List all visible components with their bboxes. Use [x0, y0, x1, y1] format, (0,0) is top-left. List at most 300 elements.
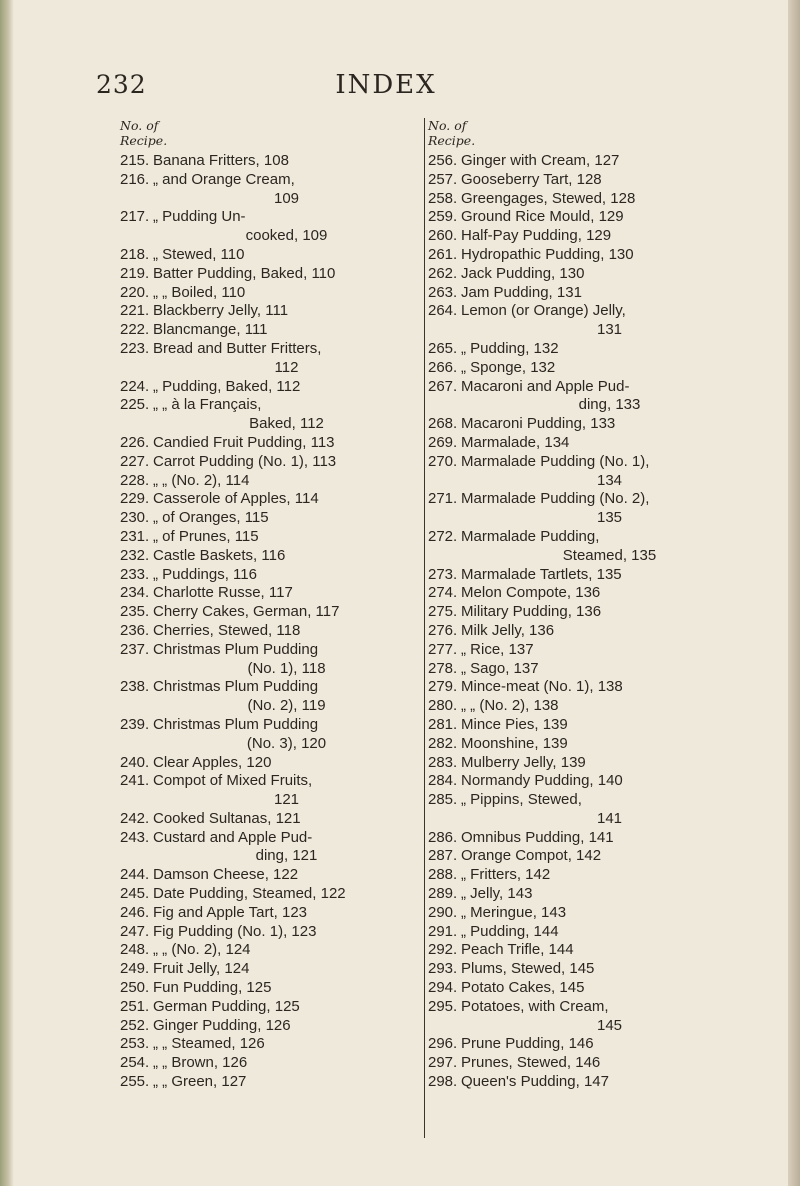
recipe-number: 240.	[120, 753, 150, 771]
recipe-number: 228.	[120, 471, 150, 489]
recipe-number: 283.	[428, 753, 458, 771]
index-entry	[120, 603, 420, 622]
recipe-number: 295.	[428, 997, 458, 1015]
recipe-title-line: Macaroni Pudding, 133	[461, 415, 616, 433]
recipe-number: 222.	[120, 321, 150, 339]
recipe-number: 286.	[428, 828, 458, 846]
recipe-title-line: Christmas Plum Pudding	[153, 640, 319, 658]
recipe-title-line: Ground Rice Mould, 129	[461, 208, 624, 226]
recipe-number: 217.	[120, 208, 150, 226]
index-entry	[428, 960, 758, 979]
recipe-entry-text	[153, 171, 420, 209]
recipe-entry-text	[153, 866, 420, 885]
recipe-entry-text	[461, 152, 758, 171]
index-entry	[120, 208, 420, 246]
index-entry	[428, 716, 758, 735]
recipe-entry-text	[461, 754, 758, 773]
index-entry	[428, 584, 758, 603]
recipe-entry-text	[153, 396, 420, 434]
index-entry	[428, 885, 758, 904]
index-entry	[428, 378, 758, 416]
index-entry	[428, 227, 758, 246]
recipe-entry-text	[153, 152, 420, 171]
recipe-number: 233.	[120, 565, 150, 583]
recipe-entry-text	[461, 528, 758, 566]
recipe-entry-text	[153, 810, 420, 829]
index-list-left	[120, 152, 420, 1092]
column-heading-line2: Recipe.	[428, 133, 476, 148]
recipe-entry-text	[461, 847, 758, 866]
index-entry	[120, 566, 420, 585]
recipe-entry-text	[153, 941, 420, 960]
recipe-title-line: Mince-meat (No. 1), 138	[461, 678, 623, 696]
recipe-entry-text	[153, 772, 420, 810]
recipe-entry-text	[461, 190, 758, 209]
recipe-number: 289.	[428, 885, 458, 903]
recipe-title-line: Normandy Pudding, 140	[461, 772, 623, 790]
recipe-number: 248.	[120, 941, 150, 959]
index-entry	[120, 340, 420, 378]
recipe-title-line: Moonshine, 139	[461, 734, 568, 752]
recipe-entry-text	[153, 547, 420, 566]
index-entry	[428, 566, 758, 585]
recipe-entry-text	[153, 340, 420, 378]
recipe-number: 235.	[120, 603, 150, 621]
recipe-entry-text	[153, 829, 420, 867]
recipe-number: 274.	[428, 584, 458, 602]
index-entry	[120, 547, 420, 566]
recipe-number: 257.	[428, 170, 458, 188]
recipe-entry-text	[461, 1054, 758, 1073]
recipe-title-line: Jack Pudding, 130	[461, 264, 585, 282]
column-heading-line1: No. of	[120, 118, 159, 133]
recipe-entry-text	[153, 960, 420, 979]
recipe-title-line: Custard and Apple Pud-	[153, 828, 313, 846]
recipe-entry-text	[461, 660, 758, 679]
recipe-entry-text	[153, 603, 420, 622]
recipe-number: 244.	[120, 866, 150, 884]
recipe-number: 255.	[120, 1073, 150, 1091]
recipe-continuation-line: 141	[596, 809, 623, 827]
recipe-entry-text	[461, 490, 758, 528]
recipe-number: 275.	[428, 603, 458, 621]
recipe-number: 281.	[428, 715, 458, 733]
recipe-continuation-line: 131	[596, 321, 623, 339]
index-entry	[120, 810, 420, 829]
column-heading-left	[120, 118, 420, 152]
recipe-title-line: Omnibus Pudding, 141	[461, 828, 614, 846]
recipe-title-line: „ „ (No. 2), 114	[153, 471, 250, 489]
recipe-entry-text	[153, 622, 420, 641]
recipe-entry-text	[153, 998, 420, 1017]
recipe-number: 254.	[120, 1054, 150, 1072]
recipe-title-line: „ „ (No. 2), 138	[461, 697, 559, 715]
index-entry	[428, 246, 758, 265]
index-entry	[428, 866, 758, 885]
index-entry	[428, 359, 758, 378]
recipe-entry-text	[461, 566, 758, 585]
recipe-title-line: Date Pudding, Steamed, 122	[153, 885, 346, 903]
recipe-title-line: Fun Pudding, 125	[153, 979, 272, 997]
recipe-number: 219.	[120, 264, 150, 282]
recipe-entry-text	[461, 171, 758, 190]
index-entry	[120, 302, 420, 321]
recipe-title-line: „ of Prunes, 115	[153, 527, 259, 545]
recipe-title-line: Potatoes, with Cream,	[461, 997, 609, 1015]
recipe-number: 220.	[120, 283, 150, 301]
recipe-title-line: Compot of Mixed Fruits,	[153, 772, 313, 790]
recipe-number: 284.	[428, 772, 458, 790]
recipe-number: 223.	[120, 339, 150, 357]
recipe-entry-text	[461, 622, 758, 641]
recipe-continuation-line: ding, 121	[255, 847, 318, 865]
index-entry	[428, 979, 758, 998]
recipe-entry-text	[153, 265, 420, 284]
recipe-entry-text	[461, 791, 758, 829]
index-entry	[120, 171, 420, 209]
recipe-number: 229.	[120, 490, 150, 508]
column-heading-right	[428, 118, 758, 152]
recipe-title-line: Fruit Jelly, 124	[153, 960, 250, 978]
recipe-number: 239.	[120, 715, 150, 733]
index-entry	[120, 584, 420, 603]
recipe-number: 293.	[428, 960, 458, 978]
index-entry	[120, 941, 420, 960]
recipe-title-line: „ „ Green, 127	[153, 1073, 247, 1091]
recipe-title-line: „ Pudding, Baked, 112	[153, 377, 301, 395]
recipe-entry-text	[461, 829, 758, 848]
recipe-title-line: „ „ Brown, 126	[153, 1054, 248, 1072]
recipe-number: 230.	[120, 509, 150, 527]
index-entry	[120, 904, 420, 923]
recipe-entry-text	[153, 378, 420, 397]
index-entry	[120, 1035, 420, 1054]
index-entry	[120, 678, 420, 716]
recipe-title-line: Prunes, Stewed, 146	[461, 1054, 601, 1072]
index-entry	[120, 509, 420, 528]
recipe-entry-text	[153, 904, 420, 923]
recipe-number: 264.	[428, 302, 458, 320]
recipe-entry-text	[461, 941, 758, 960]
recipe-entry-text	[461, 208, 758, 227]
index-entry	[428, 190, 758, 209]
index-entry	[120, 246, 420, 265]
recipe-entry-text	[461, 998, 758, 1036]
recipe-entry-text	[461, 904, 758, 923]
recipe-number: 242.	[120, 809, 150, 827]
recipe-title-line: Christmas Plum Pudding	[153, 678, 319, 696]
recipe-entry-text	[461, 923, 758, 942]
recipe-number: 279.	[428, 678, 458, 696]
recipe-title-line: Potato Cakes, 145	[461, 979, 585, 997]
recipe-entry-text	[153, 208, 420, 246]
index-entry	[428, 603, 758, 622]
recipe-title-line: „ Pudding, 144	[461, 922, 559, 940]
index-entry	[428, 998, 758, 1036]
index-entry	[120, 396, 420, 434]
recipe-entry-text	[461, 246, 758, 265]
recipe-entry-text	[153, 1073, 420, 1092]
recipe-entry-text	[461, 603, 758, 622]
index-entry	[120, 490, 420, 509]
recipe-number: 236.	[120, 621, 150, 639]
recipe-title-line: Orange Compot, 142	[461, 847, 602, 865]
index-entry	[428, 171, 758, 190]
index-entry	[428, 265, 758, 284]
recipe-continuation-line: (No. 2), 119	[247, 697, 326, 715]
recipe-number: 218.	[120, 245, 150, 263]
index-entry	[120, 1054, 420, 1073]
recipe-continuation-line: cooked, 109	[245, 227, 328, 245]
recipe-number: 227.	[120, 452, 150, 470]
index-entry	[428, 528, 758, 566]
index-entry	[120, 453, 420, 472]
recipe-entry-text	[461, 453, 758, 491]
recipe-number: 292.	[428, 941, 458, 959]
index-entry	[120, 960, 420, 979]
index-entry	[120, 265, 420, 284]
index-entry	[428, 829, 758, 848]
recipe-title-line: „ „ (No. 2), 124	[153, 941, 251, 959]
recipe-title-line: Blancmange, 111	[153, 321, 268, 339]
recipe-title-line: German Pudding, 125	[153, 997, 300, 1015]
recipe-number: 238.	[120, 678, 150, 696]
recipe-number: 266.	[428, 358, 458, 376]
index-entry	[120, 434, 420, 453]
recipe-number: 288.	[428, 866, 458, 884]
index-entry	[428, 697, 758, 716]
recipe-number: 258.	[428, 189, 458, 207]
recipe-number: 297.	[428, 1054, 458, 1072]
recipe-number: 237.	[120, 640, 150, 658]
recipe-title-line: Melon Compote, 136	[461, 584, 601, 602]
recipe-number: 241.	[120, 772, 150, 790]
recipe-number: 262.	[428, 264, 458, 282]
recipe-entry-text	[461, 1035, 758, 1054]
index-entry	[428, 152, 758, 171]
recipe-entry-text	[153, 716, 420, 754]
recipe-title-line: Charlotte Russe, 117	[153, 584, 293, 602]
page-header	[96, 70, 676, 110]
recipe-entry-text	[461, 866, 758, 885]
recipe-continuation-line: (No. 3), 120	[246, 734, 327, 752]
recipe-number: 294.	[428, 979, 458, 997]
recipe-continuation-line: 109	[273, 189, 300, 207]
recipe-title-line: Damson Cheese, 122	[153, 866, 299, 884]
recipe-title-line: Mulberry Jelly, 139	[461, 753, 586, 771]
recipe-continuation-line: Baked, 112	[249, 415, 324, 433]
column-heading-line1: No. of	[428, 118, 467, 133]
index-entry	[428, 791, 758, 829]
index-entry	[428, 678, 758, 697]
recipe-title-line: Fig Pudding (No. 1), 123	[153, 922, 317, 940]
recipe-title-line: Cherries, Stewed, 118	[153, 621, 301, 639]
recipe-entry-text	[153, 472, 420, 491]
index-entry	[120, 378, 420, 397]
index-entry	[428, 208, 758, 227]
index-entry	[428, 735, 758, 754]
recipe-entry-text	[153, 509, 420, 528]
index-entry	[120, 528, 420, 547]
index-entry	[120, 866, 420, 885]
recipe-title-line: Clear Apples, 120	[153, 753, 272, 771]
recipe-entry-text	[153, 885, 420, 904]
recipe-number: 273.	[428, 565, 458, 583]
index-entry	[428, 660, 758, 679]
recipe-entry-text	[461, 359, 758, 378]
recipe-number: 291.	[428, 922, 458, 940]
recipe-number: 243.	[120, 828, 150, 846]
recipe-title-line: Jam Pudding, 131	[461, 283, 582, 301]
recipe-number: 221.	[120, 302, 150, 320]
index-entry	[428, 754, 758, 773]
page-title: INDEX	[335, 70, 437, 100]
recipe-title-line: Carrot Pudding (No. 1), 113	[153, 452, 337, 470]
recipe-number: 253.	[120, 1035, 150, 1053]
recipe-title-line: Peach Trifle, 144	[461, 941, 574, 959]
recipe-continuation-line: 145	[596, 1016, 623, 1034]
recipe-number: 276.	[428, 621, 458, 639]
recipe-entry-text	[153, 434, 420, 453]
recipe-title-line: Mince Pies, 139	[461, 715, 568, 733]
recipe-entry-text	[153, 754, 420, 773]
recipe-entry-text	[153, 453, 420, 472]
recipe-title-line: Bread and Butter Fritters,	[153, 339, 322, 357]
index-entry	[428, 415, 758, 434]
recipe-entry-text	[461, 378, 758, 416]
recipe-entry-text	[153, 1035, 420, 1054]
recipe-number: 247.	[120, 922, 150, 940]
index-entry	[120, 772, 420, 810]
index-entry	[428, 904, 758, 923]
recipe-entry-text	[153, 490, 420, 509]
recipe-entry-text	[461, 415, 758, 434]
index-entry	[120, 152, 420, 171]
index-entry	[120, 716, 420, 754]
recipe-entry-text	[153, 584, 420, 603]
recipe-title-line: „ Sponge, 132	[461, 358, 556, 376]
recipe-entry-text	[461, 735, 758, 754]
recipe-entry-text	[153, 566, 420, 585]
recipe-title-line: „ Pippins, Stewed,	[461, 791, 582, 809]
recipe-entry-text	[461, 340, 758, 359]
recipe-title-line: „ „ Steamed, 126	[153, 1035, 265, 1053]
page-binding-edge	[0, 0, 14, 1186]
index-entry	[120, 641, 420, 679]
recipe-entry-text	[461, 302, 758, 340]
column-heading-line2: Recipe.	[120, 133, 168, 148]
recipe-entry-text	[153, 641, 420, 679]
recipe-entry-text	[461, 584, 758, 603]
recipe-entry-text	[461, 1073, 758, 1092]
recipe-continuation-line: ding, 133	[578, 396, 641, 414]
index-entry	[120, 998, 420, 1017]
recipe-continuation-line: 121	[273, 791, 300, 809]
recipe-entry-text	[461, 885, 758, 904]
recipe-continuation-line: 135	[596, 509, 623, 527]
recipe-title-line: Blackberry Jelly, 111	[153, 302, 289, 320]
recipe-entry-text	[153, 1017, 420, 1036]
recipe-title-line: Christmas Plum Pudding	[153, 715, 319, 733]
recipe-number: 290.	[428, 903, 458, 921]
index-entry	[120, 1017, 420, 1036]
recipe-number: 265.	[428, 339, 458, 357]
recipe-number: 216.	[120, 170, 150, 188]
recipe-entry-text	[153, 979, 420, 998]
index-entry	[120, 622, 420, 641]
index-column-left	[120, 118, 420, 1092]
recipe-number: 298.	[428, 1073, 458, 1091]
page-number: 232	[96, 70, 147, 99]
recipe-number: 272.	[428, 527, 458, 545]
index-entry	[120, 754, 420, 773]
recipe-entry-text	[153, 528, 420, 547]
recipe-entry-text	[153, 923, 420, 942]
index-entry	[120, 1073, 420, 1092]
index-entry	[428, 622, 758, 641]
index-entry	[428, 434, 758, 453]
recipe-title-line: „ Sago, 137	[461, 659, 539, 677]
recipe-entry-text	[461, 284, 758, 303]
recipe-title-line: „ „ à la Français,	[153, 396, 262, 414]
index-entry	[428, 1054, 758, 1073]
page-right-edge	[788, 0, 800, 1186]
recipe-entry-text	[461, 434, 758, 453]
recipe-entry-text	[153, 246, 420, 265]
recipe-title-line: „ Pudding Un-	[153, 208, 246, 226]
recipe-title-line: „ Jelly, 143	[461, 885, 533, 903]
recipe-title-line: „ and Orange Cream,	[153, 170, 295, 188]
index-entry	[428, 1035, 758, 1054]
recipe-title-line: Marmalade, 134	[461, 433, 570, 451]
recipe-entry-text	[461, 641, 758, 660]
recipe-title-line: Hydropathic Pudding, 130	[461, 245, 634, 263]
recipe-title-line: „ Pudding, 132	[461, 339, 559, 357]
recipe-number: 263.	[428, 283, 458, 301]
recipe-number: 259.	[428, 208, 458, 226]
index-entry	[120, 321, 420, 340]
recipe-title-line: Batter Pudding, Baked, 110	[153, 264, 336, 282]
recipe-title-line: „ of Oranges, 115	[153, 509, 269, 527]
index-entry	[428, 941, 758, 960]
index-entry	[428, 302, 758, 340]
recipe-title-line: Fig and Apple Tart, 123	[153, 903, 307, 921]
recipe-continuation-line: 112	[274, 358, 299, 376]
recipe-continuation-line: Steamed, 135	[562, 546, 657, 564]
recipe-number: 277.	[428, 640, 458, 658]
recipe-title-line: Queen's Pudding, 147	[461, 1073, 609, 1091]
recipe-number: 282.	[428, 734, 458, 752]
recipe-number: 215.	[120, 152, 150, 169]
recipe-number: 226.	[120, 433, 150, 451]
recipe-title-line: Macaroni and Apple Pud-	[461, 377, 630, 395]
recipe-entry-text	[461, 960, 758, 979]
recipe-number: 287.	[428, 847, 458, 865]
recipe-number: 271.	[428, 490, 458, 508]
recipe-title-line: Ginger Pudding, 126	[153, 1016, 291, 1034]
recipe-number: 252.	[120, 1016, 150, 1034]
recipe-number: 285.	[428, 791, 458, 809]
recipe-title-line: Marmalade Pudding,	[461, 527, 600, 545]
recipe-entry-text	[153, 302, 420, 321]
recipe-title-line: Greengages, Stewed, 128	[461, 189, 636, 207]
index-column-right	[424, 118, 758, 1138]
recipe-number: 256.	[428, 152, 458, 169]
recipe-number: 245.	[120, 885, 150, 903]
recipe-title-line: Marmalade Tartlets, 135	[461, 565, 622, 583]
recipe-entry-text	[153, 678, 420, 716]
index-entry	[428, 772, 758, 791]
